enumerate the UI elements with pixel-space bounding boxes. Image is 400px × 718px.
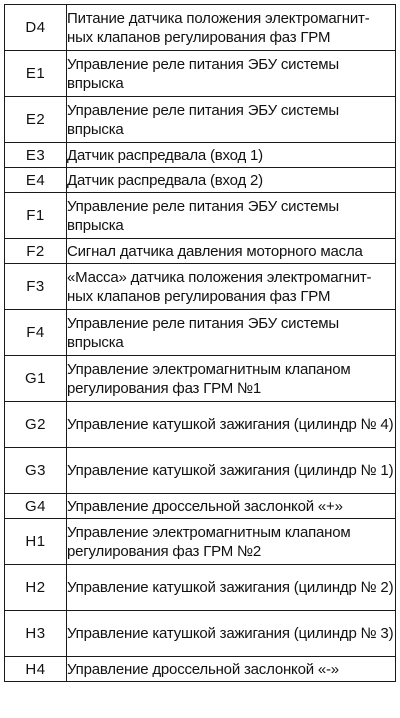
pin-code: F2 <box>5 239 67 264</box>
pin-code: F3 <box>5 264 67 310</box>
table-row <box>5 310 396 356</box>
table-row <box>5 657 396 682</box>
table-row <box>5 402 396 448</box>
pin-code: E4 <box>5 168 67 193</box>
pin-code: F1 <box>5 193 67 239</box>
pin-description: Управление электромагнитным клапаном регулирования фаз ГРМ №1 <box>67 356 396 402</box>
table-row <box>5 494 396 519</box>
pin-description: Датчик распредвала (вход 1) <box>67 143 396 168</box>
table-row <box>5 356 396 402</box>
table-row <box>5 5 396 51</box>
pin-code: E3 <box>5 143 67 168</box>
table-row <box>5 264 396 310</box>
pin-description: Управление катушкой зажигания (цилиндр № 3) <box>67 611 396 657</box>
pin-description: Управление дроссельной заслонкой «+» <box>67 494 396 519</box>
pin-description: Питание датчика положения электромагнит-ных клапанов регулирования фаз ГРМ <box>67 5 396 51</box>
pin-description: Управление реле питания ЭБУ системы впрыска <box>67 97 396 143</box>
table-row <box>5 51 396 97</box>
pin-description: Управление катушкой зажигания (цилиндр № 2) <box>67 565 396 611</box>
pin-description: Управление катушкой зажигания (цилиндр № 1) <box>67 448 396 494</box>
table-row <box>5 565 396 611</box>
pin-description: Управление дроссельной заслонкой «-» <box>67 657 396 682</box>
pin-assignment-table <box>4 4 396 682</box>
table-row <box>5 143 396 168</box>
table-row <box>5 239 396 264</box>
table-row <box>5 611 396 657</box>
pin-code: G3 <box>5 448 67 494</box>
table-row <box>5 519 396 565</box>
pin-description: Сигнал датчика давления моторного масла <box>67 239 396 264</box>
table-row <box>5 97 396 143</box>
table-row <box>5 168 396 193</box>
pin-description: Датчик распредвала (вход 2) <box>67 168 396 193</box>
table-row <box>5 193 396 239</box>
pin-description: Управление катушкой зажигания (цилиндр № 4) <box>67 402 396 448</box>
pin-description: Управление реле питания ЭБУ системы впрыска <box>67 310 396 356</box>
pin-description: Управление реле питания ЭБУ системы впрыска <box>67 51 396 97</box>
pin-code: H1 <box>5 519 67 565</box>
pin-code: E2 <box>5 97 67 143</box>
pin-code: G1 <box>5 356 67 402</box>
pin-code: G2 <box>5 402 67 448</box>
pin-code: H4 <box>5 657 67 682</box>
pin-code: G4 <box>5 494 67 519</box>
pin-code: E1 <box>5 51 67 97</box>
pin-description: Управление реле питания ЭБУ системы впрыска <box>67 193 396 239</box>
pin-code: H2 <box>5 565 67 611</box>
pin-code: D4 <box>5 5 67 51</box>
pin-description: Управление электромагнитным клапаном регулирования фаз ГРМ №2 <box>67 519 396 565</box>
pin-code: F4 <box>5 310 67 356</box>
table-row <box>5 448 396 494</box>
pin-description: «Масса» датчика положения электромагнит-ных клапанов регулирования фаз ГРМ <box>67 264 396 310</box>
pin-code: H3 <box>5 611 67 657</box>
